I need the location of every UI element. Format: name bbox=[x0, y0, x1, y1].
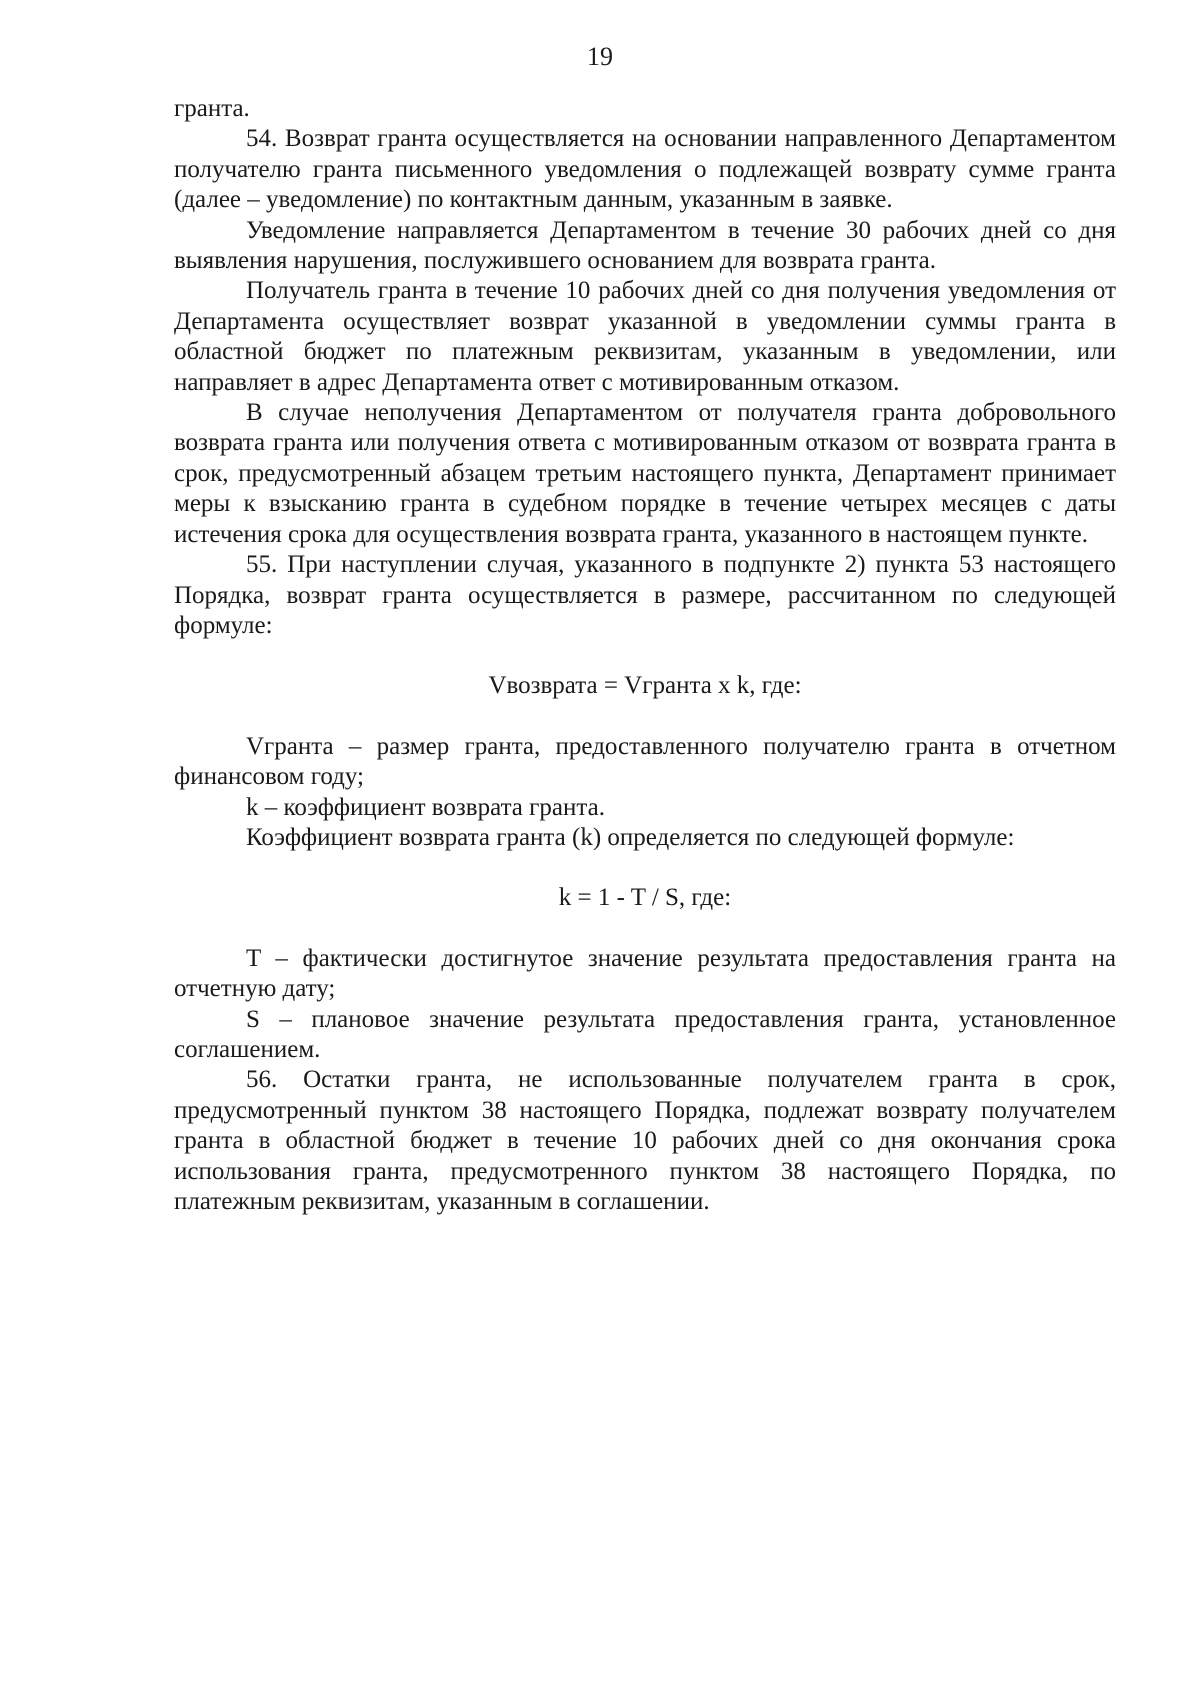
definition-vgranta: Vгранта – размер гранта, предоставленного получателю гранта в отчетном финансовом году; bbox=[174, 732, 1116, 791]
formula-coefficient: k = 1 - T / S, где: bbox=[558, 884, 732, 912]
document-body bbox=[174, 94, 1116, 1217]
paragraph-55: 55. При наступлении случая, указанного в подпункте 2) пункта 53 настоящего Порядка, возврат гранта осуществляется в размере, рассчитанном по следующей формуле: bbox=[174, 551, 1116, 639]
definition-t: T – фактически достигнутое значение результата предоставления гранта на отчетную дату; bbox=[174, 944, 1116, 1003]
paragraph-54: 54. Возврат гранта осуществляется на основании направленного Департаментом получателю гранта письменного уведомления о подлежащей возврату сумме гранта (далее – уведомление) по контактным данным, указанным в заявке. bbox=[174, 125, 1116, 214]
paragraph-56: 56. Остатки гранта, не использованные получателем гранта в срок, предусмотренный пунктом 38 настоящего Порядка, подлежат возврату получателем гранта в областной бюджет в течение 10 рабочих дней со дня окончания срока использования гранта, предусмотренного пунктом 38 настоящего Порядка, по платежным реквизитам, указанным в соглашении. bbox=[174, 1066, 1116, 1215]
paragraph-54-court-recovery: В случае неполучения Департаментом от получателя гранта добровольного возврата гранта или получения ответа с мотивированным отказом от возврата гранта в срок, предусмотренный абзацем третьим настоящего пункта, Департамент принимает меры к взысканию гранта в судебном порядке в течение четырех месяцев с даты истечения срока для осуществления возврата гранта, указанного в настоящем пункте. bbox=[174, 399, 1116, 548]
definition-k: k – коэффициент возврата гранта. bbox=[246, 793, 605, 821]
paragraph-54-notice-deadline: Уведомление направляется Департаментом в течение 30 рабочих дней со дня выявления нарушения, послужившего основанием для возврата гранта. bbox=[174, 216, 1116, 275]
paragraph-54-return-procedure: Получатель гранта в течение 10 рабочих дней со дня получения уведомления от Департамента осуществляет возврат указанной в уведомлении суммы гранта в областной бюджет по платежным реквизитам, указанным в уведомлении, или направляет в адрес Департамента ответ с мотивированным отказом. bbox=[174, 277, 1116, 396]
coefficient-intro: Коэффициент возврата гранта (k) определяется по следующей формуле: bbox=[246, 823, 1015, 851]
formula-return-amount: Vвозврата = Vгранта x k, где: bbox=[488, 672, 802, 700]
page-number: 19 bbox=[587, 42, 613, 71]
paragraph-continuation: гранта. bbox=[174, 95, 250, 122]
definition-s: S – плановое значение результата предоставления гранта, установленное соглашением. bbox=[174, 1005, 1116, 1063]
